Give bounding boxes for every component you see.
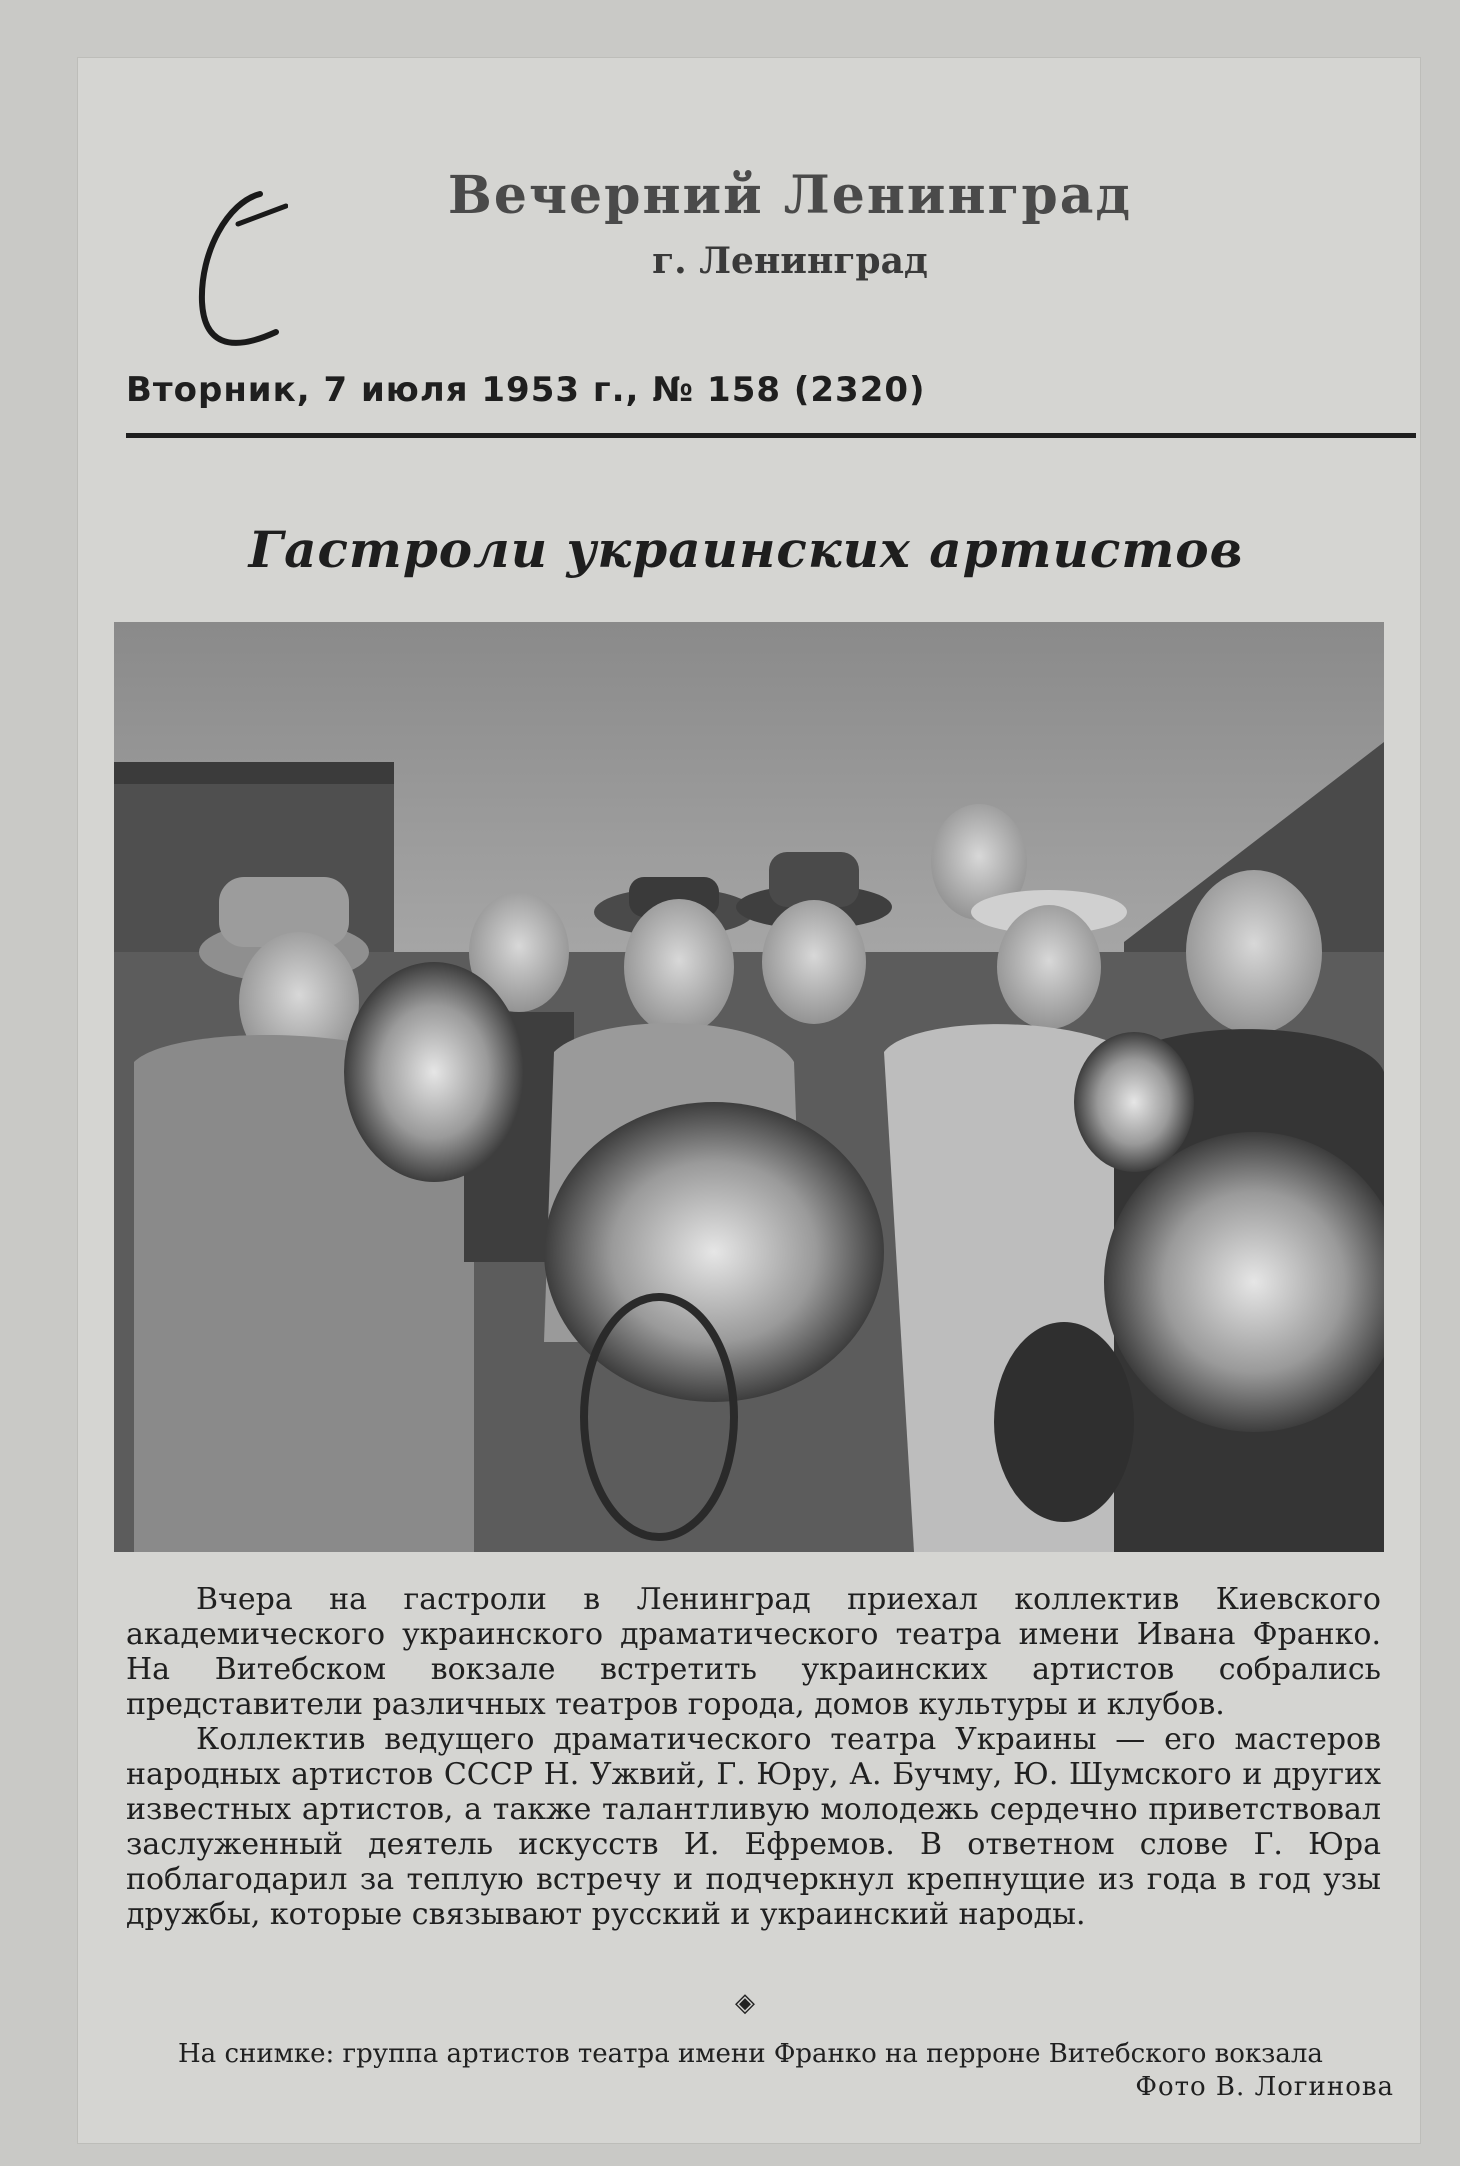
- photo-caption: [126, 2037, 1381, 2071]
- divider-ornament-icon: ◈: [735, 1988, 755, 2018]
- photo-credit: Фото В. Логинова: [1135, 2072, 1394, 2102]
- handwritten-mark: [188, 182, 288, 362]
- masthead: [360, 165, 1220, 282]
- newspaper-name: Вечерний Ленинград: [447, 165, 1133, 226]
- article-paragraph: Коллектив ведущего драматического театра Украины — его мастеров народных артистов СССР Н. Ужвий, Г. Юру, А. Бучму, Ю. Шумского и других известных артистов, а также талантливую молодежь сердечно приветствовал заслуженный деятель искусств И. Ефремов. В ответном слове Г. Юра поблагодарил за теплую встречу и подчеркнул крепнущие из года в год узы дружбы, которые связывают русский и украинский народы.: [126, 1722, 1381, 1932]
- article-paragraph: Вчера на гастроли в Ленинград приехал коллектив Киевского академического украинского драматического театра имени Ивана Франко. На Витебском вокзале встретить украинских артистов собрались представители различных театров города, домов культуры и клубов.: [126, 1582, 1381, 1722]
- article-headline: Гастроли украинских артистов: [248, 520, 1244, 579]
- caption-text: На снимке: группа артистов театра имени Франко на перроне Витебского вокзала: [178, 2039, 1323, 2069]
- header-rule: [126, 433, 1416, 438]
- issue-date-line: Вторник, 7 июля 1953 г., № 158 (2320): [126, 370, 926, 410]
- newspaper-city: г. Ленинград: [652, 240, 928, 282]
- article-body: [126, 1582, 1381, 1932]
- group-photo: [114, 622, 1384, 1552]
